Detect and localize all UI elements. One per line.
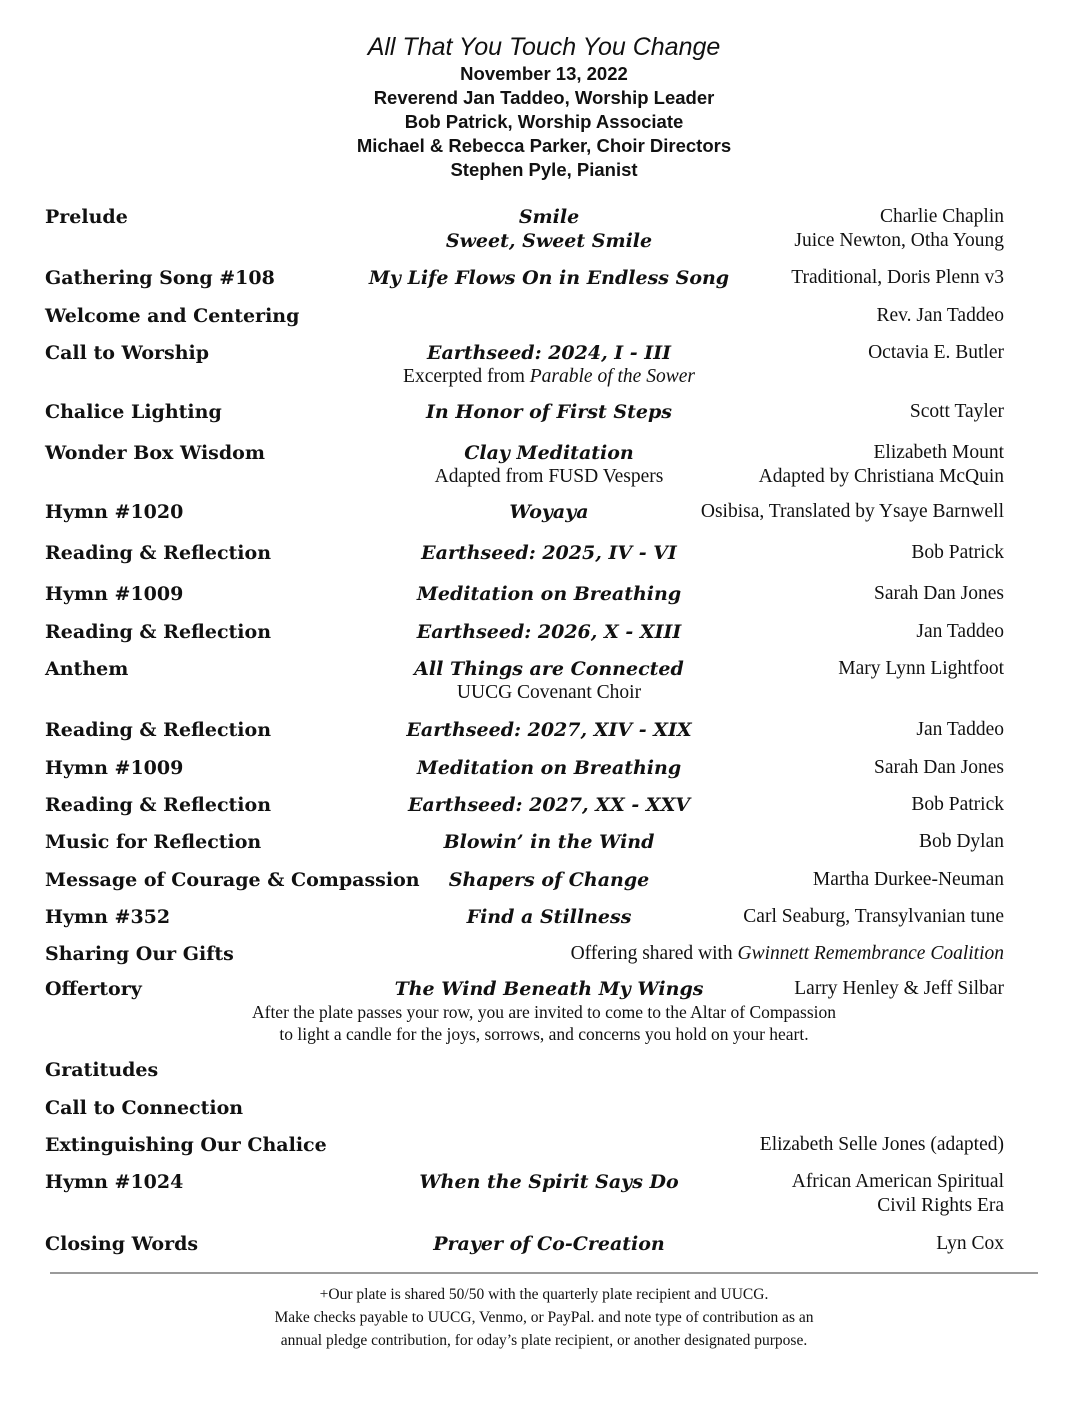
item-credit: Scott Tayler: [909, 401, 1004, 422]
subtitle-text: Excerpted from: [403, 366, 530, 387]
item-title: Earthseed: 2027, XX - XXV: [407, 794, 691, 816]
item-credit: Larry Henley & Jeff Silbar: [794, 978, 1004, 999]
item-title: All Things are Connected: [414, 658, 684, 680]
item-label: Chalice Lighting: [45, 401, 222, 423]
item-title: Prayer of Co-Creation: [433, 1233, 665, 1255]
item-credit: Mary Lynn Lightfoot: [838, 658, 1004, 679]
item-label: Reading & Reflection: [45, 542, 272, 564]
item-credit: Sarah Dan Jones: [874, 757, 1004, 778]
pianist: Stephen Pyle, Pianist: [450, 159, 638, 180]
worship-leader: Reverend Jan Taddeo, Worship Leader: [373, 87, 715, 108]
item-title: Sweet, Sweet Smile: [445, 230, 653, 252]
item-label: Gratitudes: [45, 1059, 159, 1081]
item-label: Gathering Song #108: [45, 267, 275, 289]
item-label: Welcome and Centering: [45, 305, 300, 327]
item-credit: Octavia E. Butler: [868, 342, 1004, 363]
item-credit: Osibisa, Translated by Ysaye Barnwell: [700, 501, 1004, 522]
item-title: Earthseed: 2024, I - III: [427, 342, 671, 364]
worship-associate: Bob Patrick, Worship Associate: [404, 111, 684, 132]
item-label: Reading & Reflection: [45, 719, 272, 741]
footer-note: annual pledge contribution, for oday’s plate recipient, or another designated purpose.: [280, 1332, 808, 1349]
item-label: Hymn #352: [45, 906, 171, 928]
item-label: Hymn #1020: [45, 501, 184, 523]
item-subtitle: [300, 366, 798, 388]
item-credit: Juice Newton, Otha Young: [794, 230, 1004, 251]
item-credit: Traditional, Doris Plenn v3: [791, 267, 1004, 288]
offertory-note: to light a candle for the joys, sorrows, and concerns you hold on your heart.: [279, 1024, 809, 1044]
service-date: November 13, 2022: [460, 63, 628, 84]
item-credit: African American Spiritual: [791, 1171, 1004, 1192]
item-credit: Elizabeth Selle Jones (adapted): [759, 1134, 1004, 1155]
item-label: Anthem: [45, 658, 129, 680]
item-title: Earthseed: 2027, XIV - XIX: [406, 719, 692, 741]
item-title: Earthseed: 2026, X - XIII: [416, 621, 682, 643]
item-title: Meditation on Breathing: [416, 757, 682, 779]
item-label: Reading & Reflection: [45, 621, 272, 643]
item-credit: Jan Taddeo: [916, 719, 1004, 740]
item-label: Message of Courage & Compassion: [45, 869, 420, 891]
item-label: Hymn #1009: [45, 583, 184, 605]
item-credit: Rev. Jan Taddeo: [876, 305, 1004, 326]
item-title: Clay Meditation: [464, 442, 634, 464]
item-label: Wonder Box Wisdom: [45, 442, 265, 464]
item-credit: Sarah Dan Jones: [874, 583, 1004, 604]
footer-note: +Our plate is shared 50/50 with the quarterly plate recipient and UUCG.: [319, 1286, 769, 1303]
item-credit: [571, 943, 1004, 965]
item-credit: Bob Patrick: [911, 794, 1004, 815]
item-credit: Adapted by Christiana McQuin: [758, 466, 1004, 487]
item-title: Blowin’ in the Wind: [443, 831, 655, 853]
item-label: Prelude: [45, 206, 128, 228]
choir-directors: Michael & Rebecca Parker, Choir Directors: [356, 135, 732, 156]
item-credit: Lyn Cox: [936, 1233, 1004, 1254]
item-credit: Carl Seaburg, Transylvanian tune: [743, 906, 1004, 927]
item-credit: Elizabeth Mount: [873, 442, 1004, 463]
item-label: Hymn #1009: [45, 757, 184, 779]
item-label: Hymn #1024: [45, 1171, 184, 1193]
item-title: My Life Flows On in Endless Song: [368, 267, 730, 289]
item-label: Closing Words: [45, 1233, 199, 1255]
footer-divider: [50, 1272, 1038, 1274]
item-title: Woyaya: [509, 501, 589, 523]
item-label: Music for Reflection: [45, 831, 262, 853]
item-title: Earthseed: 2025, IV - VI: [421, 542, 677, 564]
item-credit: Bob Patrick: [911, 542, 1004, 563]
item-title: When the Spirit Says Do: [419, 1171, 679, 1193]
offertory-note: After the plate passes your row, you are invited to come to the Altar of Compassion: [251, 1002, 836, 1022]
item-label: Offertory: [45, 978, 142, 1000]
item-label: Call to Worship: [45, 342, 210, 364]
item-label: Sharing Our Gifts: [45, 943, 234, 965]
item-title: The Wind Beneath My Wings: [394, 978, 704, 1000]
item-title: Shapers of Change: [448, 869, 650, 891]
credit-text: Offering shared with: [570, 943, 738, 964]
item-title: Smile: [518, 206, 580, 228]
item-credit: Martha Durkee-Neuman: [812, 869, 1004, 890]
item-credit: Charlie Chaplin: [879, 206, 1004, 227]
item-title: Meditation on Breathing: [416, 583, 682, 605]
item-credit: Jan Taddeo: [916, 621, 1004, 642]
item-title: In Honor of First Steps: [426, 401, 672, 423]
footer-note: Make checks payable to UUCG, Venmo, or PayPal. and note type of contribution as an: [274, 1309, 814, 1326]
item-subtitle: UUCG Covenant Choir: [456, 682, 642, 703]
item-label: Reading & Reflection: [45, 794, 272, 816]
item-label: Call to Connection: [45, 1097, 244, 1119]
subtitle-book-title: Parable of the Sower: [529, 366, 695, 387]
item-credit: Bob Dylan: [918, 831, 1004, 852]
item-title: Find a Stillness: [466, 906, 632, 928]
bulletin-title: All That You Touch You Change: [367, 33, 721, 61]
item-subtitle: Adapted from FUSD Vespers: [434, 466, 664, 487]
item-label: Extinguishing Our Chalice: [45, 1134, 327, 1156]
credit-organization: Gwinnett Remembrance Coalition: [737, 943, 1004, 964]
item-credit: Civil Rights Era: [877, 1195, 1004, 1216]
